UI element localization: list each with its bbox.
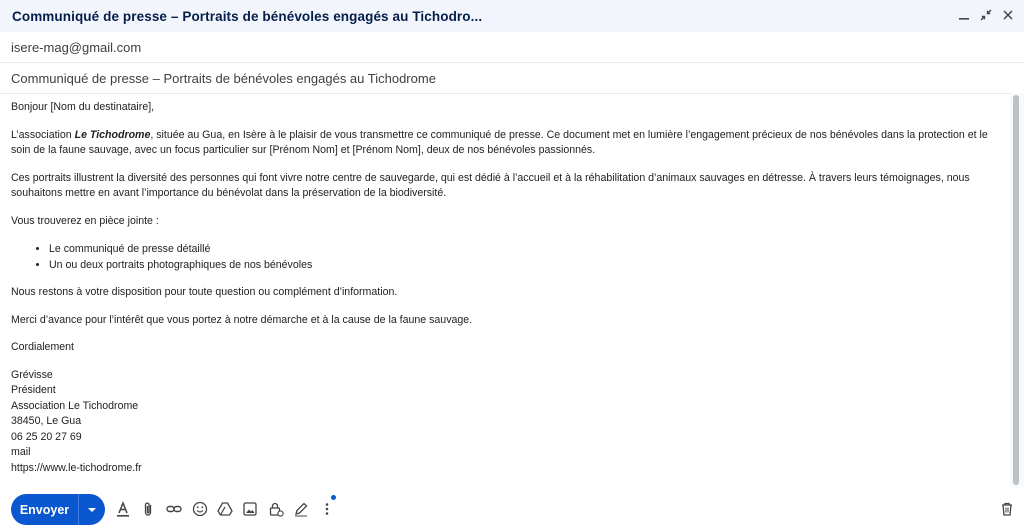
close-icon[interactable]: [1000, 6, 1016, 24]
signature-line: 38450, Le Gua: [11, 415, 82, 427]
recipients-field[interactable]: [0, 32, 1024, 63]
attach-file-icon[interactable]: [138, 499, 158, 519]
attachments-list: [11, 241, 1001, 273]
list-item: • Un ou deux portraits photographiques de nos bénévoles: [49, 257, 1001, 273]
signature-line: https://www.le-tichodrome.fr: [11, 461, 142, 474]
signature-line: Président: [11, 384, 56, 396]
signature-pen-icon[interactable]: [291, 499, 311, 519]
signature-line: Grévisse: [11, 368, 53, 381]
confidential-mode-icon[interactable]: [266, 499, 286, 519]
signature-line: mail: [11, 446, 31, 458]
exit-fullscreen-icon[interactable]: [978, 6, 994, 24]
paragraph-portraits: Ces portraits illustrent la diversité des personnes qui font vivre notre centre de sauvegarde, qui est dédié à l’accueil et à la réhabilitation d’animaux sauvages en détresse. À travers leurs témoignages, nous souhaitons mettre en avant l’importance du bénévolat dans la préservation de la biodiversité.: [11, 171, 970, 199]
more-options-icon[interactable]: [317, 499, 337, 519]
greeting: Bonjour [Nom du destinataire],: [11, 101, 155, 113]
insert-link-icon[interactable]: [164, 499, 184, 519]
compose-title-bar: [0, 0, 1024, 32]
compose-title: Communiqué de presse – Portraits de bénévoles engagés au Tichodro...: [12, 8, 483, 24]
google-drive-icon[interactable]: [215, 499, 235, 519]
send-button-group: [11, 494, 105, 525]
send-options-chevron-icon[interactable]: [79, 507, 105, 513]
scrollbar-thumb[interactable]: [1013, 95, 1019, 485]
signature-line: Association Le Tichodrome: [11, 399, 139, 412]
signature-line: 06 25 20 27 69: [11, 430, 82, 443]
minimize-icon[interactable]: [956, 6, 972, 24]
paragraph-availability: Nous restons à votre disposition pour toute question ou complément d’information.: [11, 286, 398, 298]
notification-dot: [331, 495, 336, 500]
paragraph-thanks: Merci d’avance pour l’intérêt que vous portez à notre démarche et à la cause de la faune sauvage.: [11, 313, 473, 326]
discard-draft-trash-icon[interactable]: [997, 499, 1017, 519]
closing: Cordialement: [11, 341, 75, 353]
recipient-chip[interactable]: isere-mag@gmail.com: [11, 39, 142, 55]
subject-field[interactable]: [0, 63, 1024, 94]
send-button[interactable]: Envoyer: [19, 502, 70, 517]
attachments-intro: Vous trouverez en pièce jointe :: [11, 214, 159, 227]
message-body[interactable]: [11, 100, 1001, 476]
list-item: • Le communiqué de presse détaillé: [49, 241, 1001, 257]
emoji-icon[interactable]: [190, 499, 210, 519]
subject-text: Communiqué de presse – Portraits de bénévoles engagés au Tichodrome: [11, 70, 436, 86]
insert-photo-icon[interactable]: [240, 499, 260, 519]
paragraph-intro: L’association Le Tichodrome, située au Gua, en Isère à le plaisir de vous transmettre ce communiqué de presse. Ce document met en lumière l’engagement précieux de nos bénévoles dans la protection et le soin de la faune sauvage, avec un focus particulier sur [Prénom Nom] et [Prénom Nom], deux de nos bénévoles passionnés.: [11, 128, 988, 156]
text-format-icon[interactable]: [113, 499, 133, 519]
